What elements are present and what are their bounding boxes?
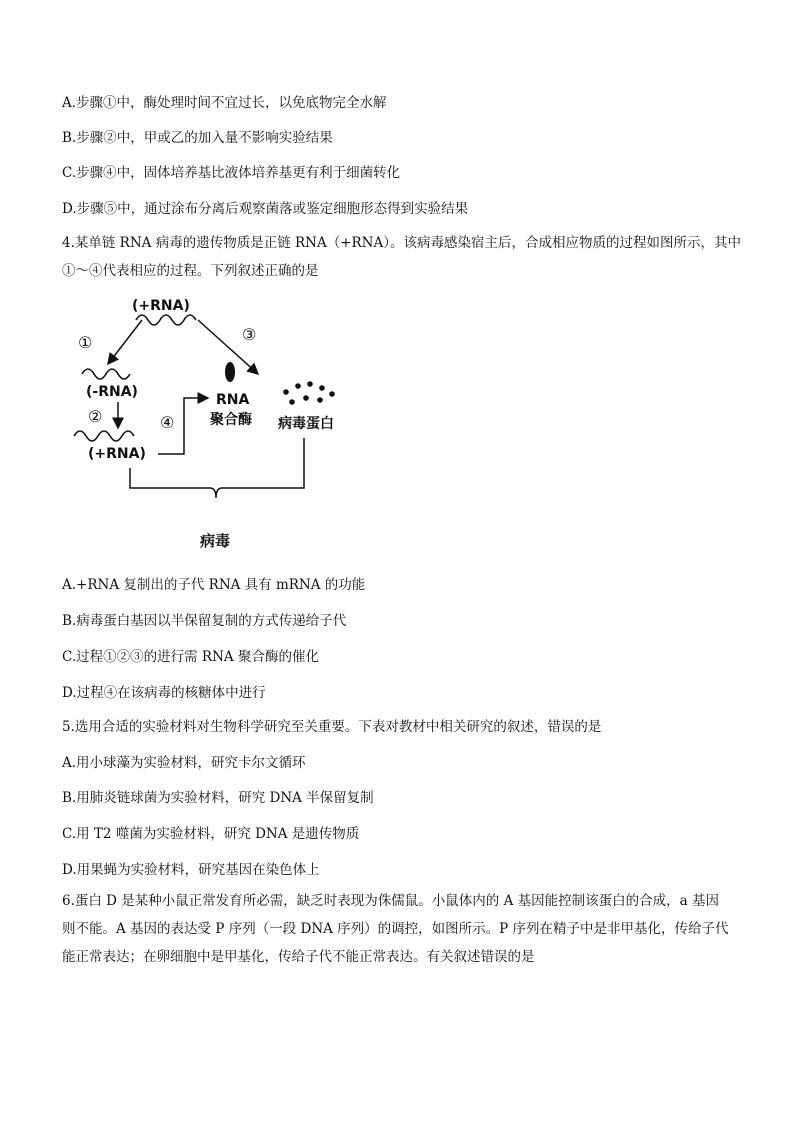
prev-option-a: A.步骤①中，酶处理时间不宜过长，以免底物完全水解 (62, 95, 387, 111)
q6-stem-line-1: 6.蛋白 D 是某种小鼠正常发育所必需，缺乏时表现为侏儒鼠。小鼠体内的 A 基因能控制该蛋白的合成，a 基因 (62, 893, 719, 909)
q4-option-a: A.+RNA 复制出的子代 RNA 具有 mRNA 的功能 (62, 577, 366, 593)
bottom-rna-strand (74, 431, 134, 441)
arrow-step-1 (108, 320, 142, 364)
step-3-label: ③ (242, 325, 257, 344)
prev-option-b: B.步骤②中，甲或乙的加入量不影响实验结果 (62, 130, 333, 146)
step-1-label: ① (78, 333, 93, 352)
virus-protein-label: 病毒蛋白 (278, 416, 334, 432)
q4-option-c: C.过程①②③的进行需 RNA 聚合酶的催化 (62, 649, 319, 665)
prev-option-d: D.步骤⑤中，通过涂布分离后观察菌落或鉴定细胞形态得到实验结果 (62, 201, 469, 217)
rna-polymerase-label-1: RNA (216, 392, 250, 408)
q6-stem-line-2: 则不能。A 基因的表达受 P 序列（一段 DNA 序列）的调控，如图所示。P 序列在精子中是非甲基化，传给子代 (62, 921, 729, 937)
top-rna-label: (+RNA) (132, 298, 190, 314)
q4-stem (62, 229, 741, 285)
q6-stem (62, 887, 734, 971)
q4-stem-line-2: ①～④代表相应的过程。下列叙述正确的是 (62, 263, 319, 279)
virus-label: 病毒 (200, 532, 231, 550)
virus-replication-diagram (60, 288, 360, 558)
q4-stem-line-1: 4.某单链 RNA 病毒的遗传物质是正链 RNA（+RNA）。该病毒感染宿主后，合成相应物质的过程如图所示，其中 (62, 235, 741, 251)
step-4-label: ④ (160, 413, 175, 432)
q5-option-b: B.用肺炎链球菌为实验材料，研究 DNA 半保留复制 (62, 790, 374, 806)
q4-option-d: D.过程④在该病毒的核糖体中进行 (62, 685, 266, 701)
bottom-rna-label: (+RNA) (88, 446, 146, 462)
rna-polymerase-label-2: 聚合酶 (210, 412, 252, 428)
q5-stem: 5.选用合适的实验材料对生物科学研究至关重要。下表对教材中相关研究的叙述，错误的是 (62, 719, 602, 735)
q5-option-c: C.用 T2 噬菌为实验材料，研究 DNA 是遗传物质 (62, 826, 360, 842)
virus-bracket (130, 438, 304, 498)
virus-protein-dots (283, 381, 335, 405)
minus-rna-strand (82, 369, 130, 379)
rna-polymerase-shape (225, 362, 235, 382)
prev-option-c: C.步骤④中，固体培养基比液体培养基更有利于细菌转化 (62, 165, 401, 181)
top-rna-strand (136, 315, 196, 325)
q4-option-b: B.病毒蛋白基因以半保留复制的方式传递给子代 (62, 613, 347, 629)
q6-stem-line-3: 能正常表达；在卵细胞中是甲基化，传给子代不能正常表达。有关叙述错误的是 (62, 949, 535, 965)
q5-option-a: A.用小球藻为实验材料，研究卡尔文循环 (62, 755, 306, 771)
minus-rna-label: (-RNA) (86, 384, 138, 400)
step-2-label: ② (88, 407, 103, 426)
q5-option-d: D.用果蝇为实验材料，研究基因在染色体上 (62, 862, 320, 878)
